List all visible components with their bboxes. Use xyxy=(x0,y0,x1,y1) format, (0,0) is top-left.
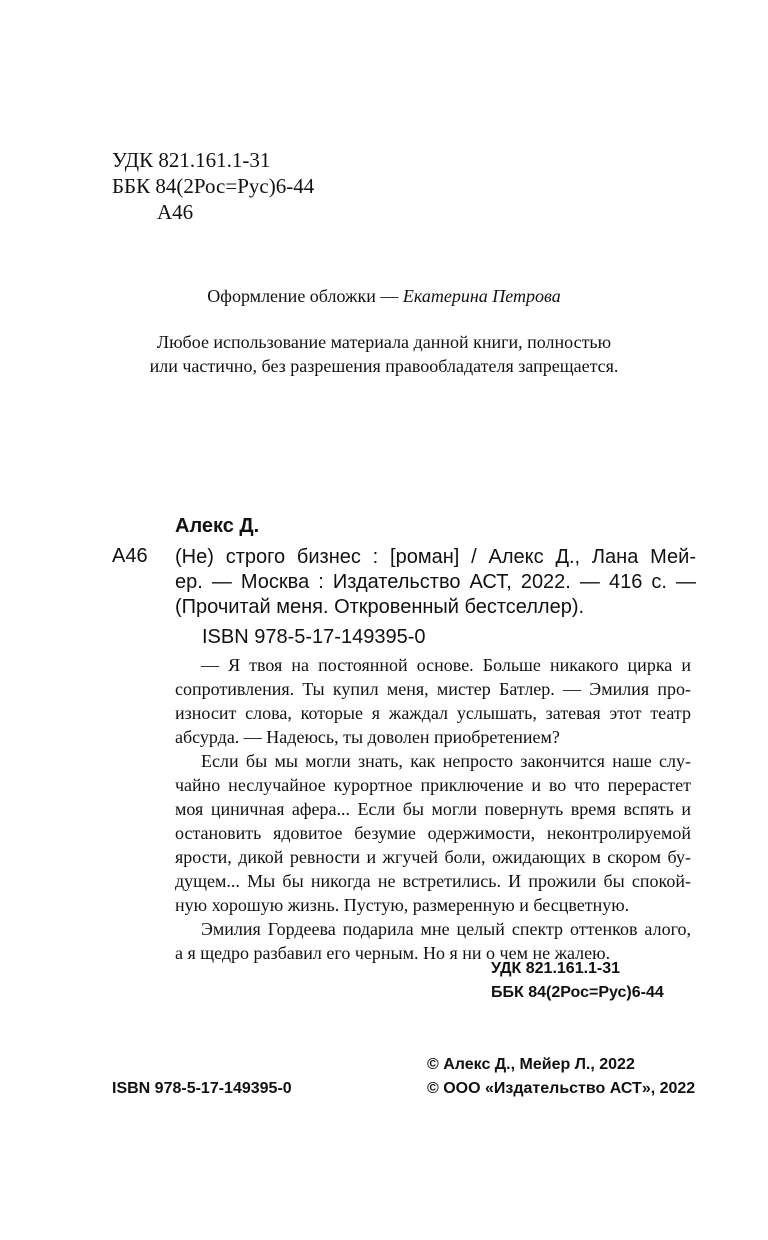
udk-code: УДК 821.161.1-31 xyxy=(112,148,271,172)
top-classification xyxy=(112,147,314,225)
book-annotation xyxy=(175,653,691,965)
annotation-line: а я щедро разбавил его черным. Но я ни о чем не жалею. xyxy=(175,943,611,963)
annotation-line: сопротивления. Ты купил меня, мистер Батлер. — Эмилия про- xyxy=(175,679,691,699)
bibliography-line: ер. — Москва : Издательство АСТ, 2022. — 416 с. — xyxy=(175,571,696,593)
annotation-line: Эмилия Гордеева подарила мне целый спектр оттенков алого, xyxy=(201,919,691,939)
notice-line: или частично, без разрешения правообладателя запрещается. xyxy=(149,356,619,376)
annotation-line: — Я твоя на постоянной основе. Больше никакого цирка и xyxy=(201,655,691,675)
right-bbk-code: ББК 84(2Рос=Рус)6-44 xyxy=(491,984,664,1001)
right-udk-code: УДК 821.161.1-31 xyxy=(491,960,621,977)
cover-design-credit xyxy=(0,285,768,307)
copyright-block xyxy=(427,1053,695,1101)
bibliography-description xyxy=(175,545,696,620)
annotation-line: дущем... Мы бы никогда не встретились. И прожили бы спокой- xyxy=(175,871,691,891)
bibliography-isbn: ISBN 978-5-17-149395-0 xyxy=(202,626,426,648)
bibliography-line: (Прочитай меня. Откровенный бестселлер). xyxy=(175,596,585,618)
annotation-line: ярости, дикой ревности и жгучей боли, ожидающих в скором бу- xyxy=(175,847,691,867)
right-classification xyxy=(491,957,664,1005)
annotation-line: Если бы мы могли знать, как непросто закончится наше слу- xyxy=(201,751,691,771)
bibliography-author-mark: А46 xyxy=(112,545,148,567)
author-mark: А46 xyxy=(157,200,194,224)
copyright-authors: © Алекс Д., Мейер Л., 2022 xyxy=(427,1056,635,1073)
annotation-line: износит слова, которые я жаждал услышать, затевая этот театр xyxy=(175,703,691,723)
annotation-line: абсурда. — Надеюсь, ты доволен приобретением? xyxy=(175,727,560,747)
bbk-code: ББК 84(2Рос=Рус)6-44 xyxy=(112,174,315,198)
annotation-line: моя циничная афера... Если бы могли повернуть время вспять и xyxy=(175,799,691,819)
bibliography-line: (Не) строго бизнес : [роман] / Алекс Д., Лана Мей- xyxy=(175,546,696,568)
annotation-line: ную хорошую жизнь. Пустую, размеренную и бесцветную. xyxy=(175,895,630,915)
cover-design-label: Оформление обложки — xyxy=(207,286,399,306)
copyright-publisher: © ООО «Издательство АСТ», 2022 xyxy=(427,1080,696,1097)
copyright-notice xyxy=(0,330,768,378)
footer-isbn: ISBN 978-5-17-149395-0 xyxy=(112,1080,292,1097)
annotation-line: остановить ядовитое безумие одержимости, неконтролируемой xyxy=(175,823,691,843)
bibliography-author: Алекс Д. xyxy=(175,515,260,537)
notice-line: Любое использование материала данной книги, полностью xyxy=(156,332,612,352)
cover-designer-name: Екатерина Петрова xyxy=(402,286,561,306)
annotation-line: чайно неслучайное курортное приключение и во что перерастет xyxy=(175,775,691,795)
